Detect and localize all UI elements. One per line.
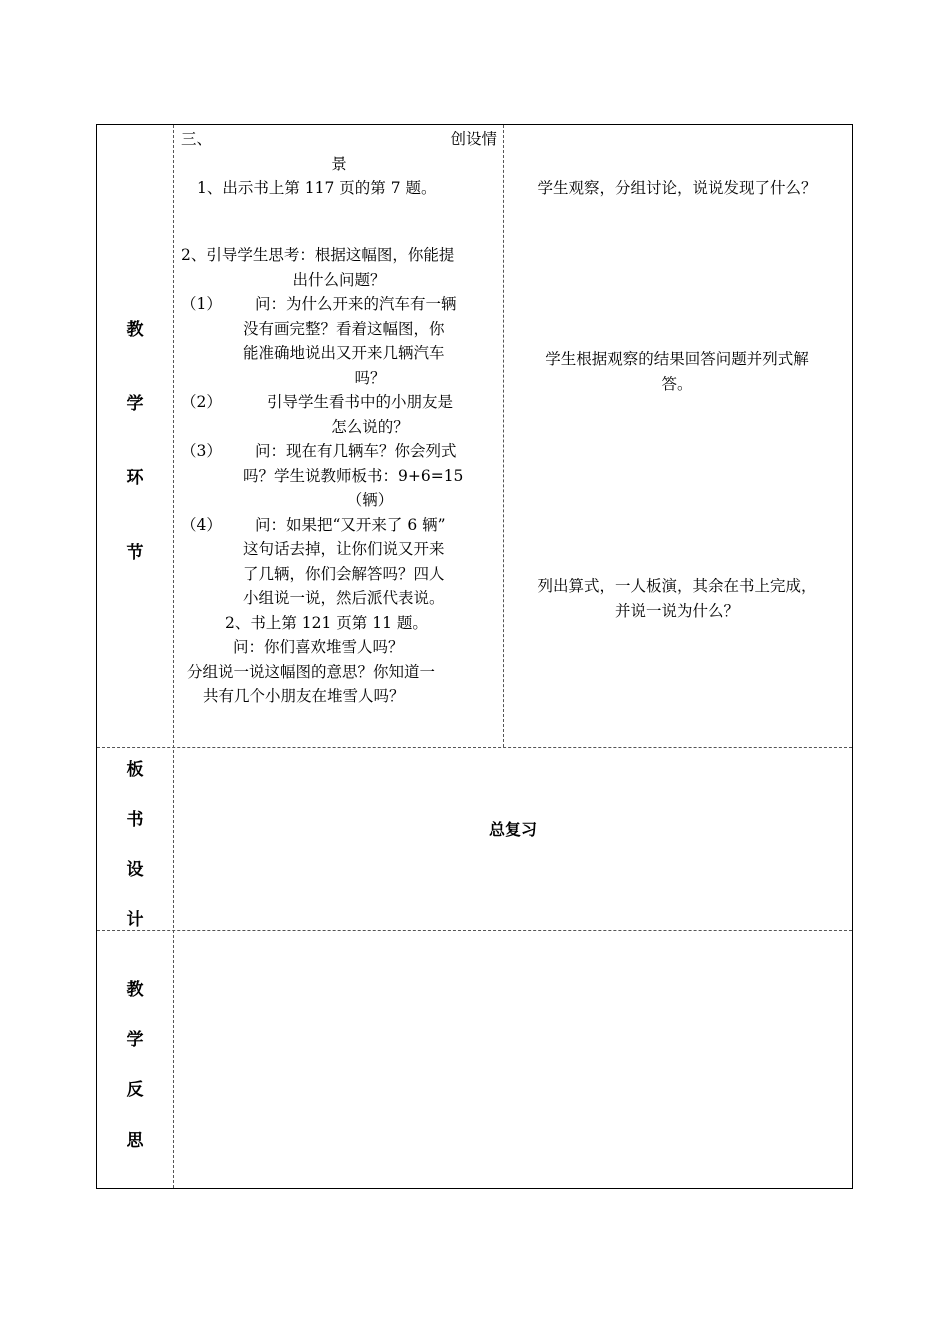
label-char: 节 [126, 543, 144, 563]
label-char: 学 [126, 394, 144, 414]
label-char: 计 [126, 910, 144, 930]
student-activity-3: 列出算式，一人板演，其余在书上完成， 并说一说为什么？ [537, 577, 817, 620]
question-4-line3: 了几辆，你们会解答吗？四人 [243, 564, 445, 583]
question-4-line1: （4） 问：如果把“又开来了 6 辆” [181, 513, 497, 538]
label-char: 板 [126, 760, 144, 780]
row-divider-2 [97, 930, 852, 931]
label-char: 书 [126, 810, 144, 830]
step-item-2-line1: 2、引导学生思考：根据这幅图，你能提 [181, 246, 455, 264]
question-3-line2: 吗？学生说教师板书：9+6=15 [243, 466, 464, 485]
question-2-line2: 怎么说的？ [331, 417, 409, 436]
question-1-line1: （1） 问：为什么开来的汽车有一辆 [181, 292, 497, 317]
column-divider-1 [173, 125, 174, 1188]
question-3-line1: （3） 问：现在有几辆车？你会列式 [181, 439, 497, 464]
step-item-1: 1、出示书上第 117 页的第 7 题。 [197, 179, 437, 197]
question-3-number: （3） [181, 442, 222, 460]
student-activity-1: 学生观察，分组讨论，说说发现了什么？ [537, 179, 817, 197]
step-item-3-line2: 共有几个小朋友在堆雪人吗？ [203, 687, 405, 705]
step-item-2-line2: 出什么问题？ [292, 270, 386, 289]
label-char: 学 [126, 1030, 144, 1050]
label-char: 思 [126, 1131, 144, 1151]
student-activity-2: 学生根据观察的结果回答问题并列式解 答。 [545, 350, 809, 393]
question-1-number: （1） [181, 295, 222, 313]
board-title: 总复习 [488, 820, 537, 839]
teaching-steps-content [181, 127, 497, 709]
heading-left: 三、 [181, 130, 213, 148]
label-char: 反 [126, 1080, 144, 1100]
heading-wrap: 景 [331, 154, 347, 173]
step-item-3-line1: 分组说一说这幅图的意思？你知道一 [187, 662, 436, 681]
question-4-number: （4） [181, 515, 222, 534]
label-char: 教 [126, 980, 144, 1000]
label-char: 教 [126, 320, 144, 340]
label-char: 环 [126, 468, 144, 488]
row-divider-1 [97, 747, 852, 748]
question-1-line3: 能准确地说出又开来几辆汽车 [243, 344, 445, 362]
question-1-line4: 吗？ [354, 368, 386, 387]
column-divider-2 [503, 125, 504, 747]
lesson-table [96, 124, 853, 1189]
question-3-line3: （辆） [346, 491, 394, 509]
heading-line [181, 127, 497, 152]
question-2-number: （2） [181, 393, 222, 411]
question-4-line4: 小组说一说，然后派代表说。 [243, 589, 445, 607]
step-item-3-question: 问：你们喜欢堆雪人吗？ [233, 638, 404, 656]
heading-right: 创设情 [450, 130, 497, 148]
question-4-line2: 这句话去掉，让你们说又开来 [243, 540, 445, 558]
question-1-line2: 没有画完整？看着这幅图，你 [243, 319, 445, 338]
label-char: 设 [126, 860, 144, 880]
step-item-3: 2、书上第 121 页第 11 题。 [225, 613, 428, 632]
question-2-line1: （2） 引导学生看书中的小朋友是 [181, 390, 497, 415]
